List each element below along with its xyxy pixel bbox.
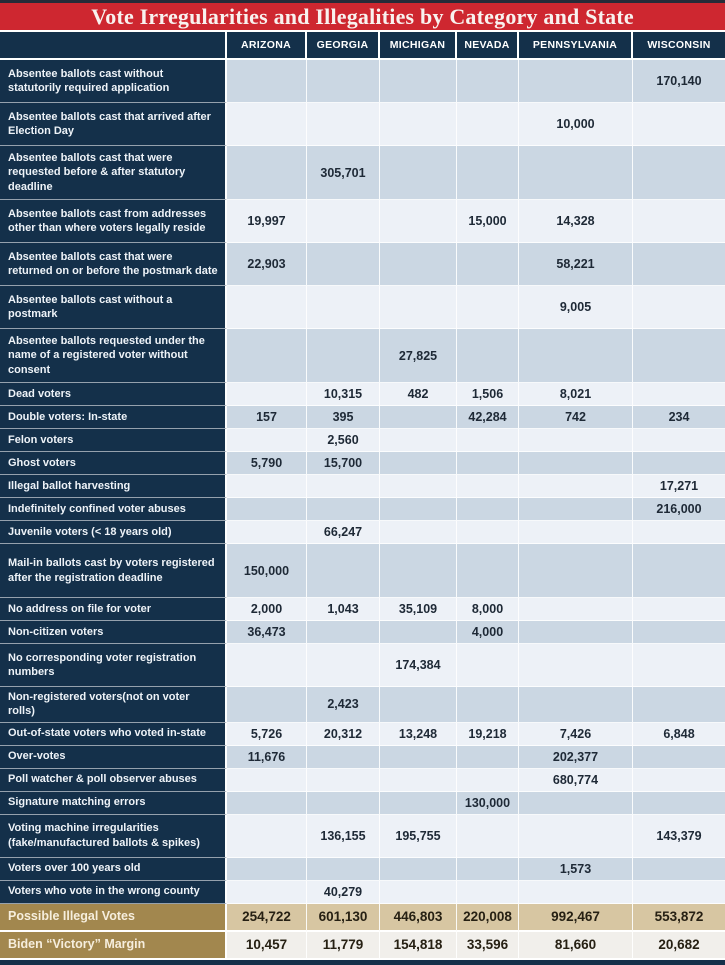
row-label: No corresponding voter registration numbers xyxy=(0,644,227,687)
value-cell xyxy=(307,329,380,383)
value-cell xyxy=(633,544,725,598)
value-cell xyxy=(307,858,380,881)
value-cell xyxy=(457,644,519,687)
corner-cell xyxy=(0,32,227,60)
value-cell: 11,676 xyxy=(227,746,307,769)
row-label: Ghost voters xyxy=(0,452,227,475)
row-label: Dead voters xyxy=(0,383,227,406)
value-cell: 1,573 xyxy=(519,858,633,881)
table-row xyxy=(0,146,725,200)
value-cell xyxy=(633,621,725,644)
value-cell xyxy=(227,687,307,723)
value-cell xyxy=(380,687,457,723)
value-cell xyxy=(227,429,307,452)
value-cell: 150,000 xyxy=(227,544,307,598)
table-row xyxy=(0,621,725,644)
value-cell xyxy=(380,769,457,792)
value-cell xyxy=(519,687,633,723)
value-cell xyxy=(227,858,307,881)
value-cell xyxy=(307,60,380,103)
table-row xyxy=(0,881,725,904)
value-cell: 154,818 xyxy=(380,932,457,960)
row-label: Voters who vote in the wrong county xyxy=(0,881,227,904)
value-cell xyxy=(227,329,307,383)
value-cell: 66,247 xyxy=(307,521,380,544)
value-cell: 482 xyxy=(380,383,457,406)
value-cell xyxy=(519,521,633,544)
value-cell: 58,221 xyxy=(519,243,633,286)
value-cell: 22,903 xyxy=(227,243,307,286)
table-row xyxy=(0,243,725,286)
value-cell: 7,426 xyxy=(519,723,633,746)
value-cell xyxy=(380,498,457,521)
value-cell: 5,790 xyxy=(227,452,307,475)
value-cell: 10,000 xyxy=(519,103,633,146)
value-cell: 553,872 xyxy=(633,904,725,932)
value-cell: 216,000 xyxy=(633,498,725,521)
value-cell: 136,155 xyxy=(307,815,380,858)
row-label: Mail-in ballots cast by voters registered after the registration deadline xyxy=(0,544,227,598)
value-cell: 1,043 xyxy=(307,598,380,621)
value-cell xyxy=(380,621,457,644)
table-row xyxy=(0,687,725,723)
value-cell xyxy=(457,858,519,881)
value-cell xyxy=(633,792,725,815)
value-cell: 254,722 xyxy=(227,904,307,932)
row-label: Juvenile voters (< 18 years old) xyxy=(0,521,227,544)
value-cell xyxy=(633,286,725,329)
row-label: Out-of-state voters who voted in-state xyxy=(0,723,227,746)
value-cell xyxy=(380,881,457,904)
value-cell: 27,825 xyxy=(380,329,457,383)
value-cell xyxy=(633,858,725,881)
value-cell xyxy=(519,544,633,598)
value-cell: 33,596 xyxy=(457,932,519,960)
table-row xyxy=(0,406,725,429)
table-row xyxy=(0,286,725,329)
value-cell xyxy=(519,498,633,521)
row-label: No address on file for voter xyxy=(0,598,227,621)
value-cell xyxy=(633,452,725,475)
row-label: Non-registered voters(not on voter rolls) xyxy=(0,687,227,723)
value-cell xyxy=(227,60,307,103)
table-row xyxy=(0,769,725,792)
value-cell xyxy=(307,103,380,146)
value-cell xyxy=(633,881,725,904)
value-cell: 130,000 xyxy=(457,792,519,815)
column-header-pennsylvania: PENNSYLVANIA xyxy=(519,32,633,60)
value-cell xyxy=(380,792,457,815)
value-cell xyxy=(380,146,457,200)
value-cell xyxy=(227,383,307,406)
table-row xyxy=(0,746,725,769)
header-row xyxy=(0,32,725,60)
value-cell xyxy=(380,429,457,452)
value-cell: 742 xyxy=(519,406,633,429)
value-cell: 680,774 xyxy=(519,769,633,792)
value-cell xyxy=(457,243,519,286)
value-cell xyxy=(633,687,725,723)
value-cell xyxy=(457,687,519,723)
value-cell: 6,848 xyxy=(633,723,725,746)
value-cell: 9,005 xyxy=(519,286,633,329)
value-cell: 5,726 xyxy=(227,723,307,746)
value-cell xyxy=(519,881,633,904)
value-cell xyxy=(633,644,725,687)
value-cell xyxy=(457,815,519,858)
value-cell: 2,000 xyxy=(227,598,307,621)
table-row xyxy=(0,103,725,146)
value-cell xyxy=(519,621,633,644)
row-label: Poll watcher & poll observer abuses xyxy=(0,769,227,792)
value-cell: 14,328 xyxy=(519,200,633,243)
value-cell: 143,379 xyxy=(633,815,725,858)
value-cell: 19,997 xyxy=(227,200,307,243)
table-row xyxy=(0,383,725,406)
value-cell xyxy=(457,769,519,792)
table-body xyxy=(0,60,725,960)
value-cell: 157 xyxy=(227,406,307,429)
value-cell xyxy=(380,286,457,329)
value-cell xyxy=(227,498,307,521)
column-header-michigan: MICHIGAN xyxy=(380,32,457,60)
row-label: Double voters: In-state xyxy=(0,406,227,429)
value-cell: 35,109 xyxy=(380,598,457,621)
row-label: Absentee ballots cast that arrived after Election Day xyxy=(0,103,227,146)
value-cell xyxy=(307,286,380,329)
value-cell: 13,248 xyxy=(380,723,457,746)
value-cell xyxy=(633,103,725,146)
row-label: Indefinitely confined voter abuses xyxy=(0,498,227,521)
value-cell: 15,700 xyxy=(307,452,380,475)
value-cell: 19,218 xyxy=(457,723,519,746)
row-label: Absentee ballots cast without a postmark xyxy=(0,286,227,329)
value-cell xyxy=(380,544,457,598)
value-cell xyxy=(633,329,725,383)
table-row xyxy=(0,544,725,598)
value-cell: 170,140 xyxy=(633,60,725,103)
value-cell xyxy=(307,544,380,598)
row-label: Absentee ballots requested under the name of a registered voter without consent xyxy=(0,329,227,383)
row-label: Absentee ballots cast from addresses other than where voters legally reside xyxy=(0,200,227,243)
value-cell xyxy=(307,475,380,498)
value-cell: 10,457 xyxy=(227,932,307,960)
value-cell: 40,279 xyxy=(307,881,380,904)
value-cell: 42,284 xyxy=(457,406,519,429)
value-cell xyxy=(380,406,457,429)
value-cell xyxy=(457,329,519,383)
value-cell xyxy=(633,200,725,243)
row-label: Over-votes xyxy=(0,746,227,769)
value-cell xyxy=(457,452,519,475)
row-label: Absentee ballots cast without statutorily required application xyxy=(0,60,227,103)
value-cell xyxy=(307,200,380,243)
value-cell xyxy=(457,521,519,544)
value-cell xyxy=(457,544,519,598)
value-cell xyxy=(307,243,380,286)
value-cell: 446,803 xyxy=(380,904,457,932)
value-cell: 305,701 xyxy=(307,146,380,200)
value-cell xyxy=(457,60,519,103)
value-cell: 1,506 xyxy=(457,383,519,406)
value-cell xyxy=(633,243,725,286)
value-cell xyxy=(227,103,307,146)
value-cell: 234 xyxy=(633,406,725,429)
value-cell: 8,021 xyxy=(519,383,633,406)
value-cell xyxy=(227,881,307,904)
value-cell xyxy=(519,644,633,687)
value-cell xyxy=(457,475,519,498)
value-cell xyxy=(633,383,725,406)
value-cell: 15,000 xyxy=(457,200,519,243)
value-cell xyxy=(457,146,519,200)
row-label: Absentee ballots cast that were returned on or before the postmark date xyxy=(0,243,227,286)
value-cell xyxy=(519,475,633,498)
value-cell xyxy=(307,621,380,644)
value-cell xyxy=(307,498,380,521)
value-cell xyxy=(633,146,725,200)
table-row xyxy=(0,723,725,746)
value-cell: 220,008 xyxy=(457,904,519,932)
value-cell xyxy=(227,769,307,792)
margin-row xyxy=(0,932,725,960)
value-cell xyxy=(307,644,380,687)
value-cell: 81,660 xyxy=(519,932,633,960)
value-cell xyxy=(227,521,307,544)
value-cell: 174,384 xyxy=(380,644,457,687)
value-cell: 20,682 xyxy=(633,932,725,960)
value-cell xyxy=(519,429,633,452)
table-row xyxy=(0,858,725,881)
value-cell xyxy=(519,452,633,475)
value-cell: 202,377 xyxy=(519,746,633,769)
value-cell xyxy=(380,243,457,286)
value-cell: 2,560 xyxy=(307,429,380,452)
value-cell xyxy=(457,103,519,146)
value-cell xyxy=(227,792,307,815)
table-row xyxy=(0,452,725,475)
value-cell xyxy=(307,769,380,792)
value-cell: 4,000 xyxy=(457,621,519,644)
table-row xyxy=(0,521,725,544)
table-row xyxy=(0,498,725,521)
bottom-border xyxy=(0,960,725,965)
value-cell xyxy=(633,769,725,792)
value-cell xyxy=(519,60,633,103)
value-cell xyxy=(380,60,457,103)
value-cell: 395 xyxy=(307,406,380,429)
value-cell xyxy=(227,815,307,858)
table-row xyxy=(0,329,725,383)
table-row xyxy=(0,598,725,621)
table-row xyxy=(0,429,725,452)
row-label: Signature matching errors xyxy=(0,792,227,815)
value-cell xyxy=(227,286,307,329)
table-header xyxy=(0,32,725,60)
value-cell xyxy=(380,858,457,881)
value-cell xyxy=(457,881,519,904)
value-cell xyxy=(457,429,519,452)
value-cell xyxy=(380,475,457,498)
data-table xyxy=(0,32,725,960)
column-header-wisconsin: WISCONSIN xyxy=(633,32,725,60)
row-label: Absentee ballots cast that were requested before & after statutory deadline xyxy=(0,146,227,200)
value-cell xyxy=(380,521,457,544)
value-cell xyxy=(519,146,633,200)
table-row xyxy=(0,815,725,858)
value-cell: 992,467 xyxy=(519,904,633,932)
value-cell xyxy=(380,746,457,769)
value-cell xyxy=(519,815,633,858)
table-row xyxy=(0,200,725,243)
value-cell xyxy=(380,103,457,146)
value-cell xyxy=(519,598,633,621)
value-cell xyxy=(519,329,633,383)
value-cell: 8,000 xyxy=(457,598,519,621)
value-cell xyxy=(380,452,457,475)
row-label: Voters over 100 years old xyxy=(0,858,227,881)
value-cell xyxy=(633,746,725,769)
row-label: Non-citizen voters xyxy=(0,621,227,644)
value-cell xyxy=(457,746,519,769)
value-cell xyxy=(633,429,725,452)
value-cell xyxy=(519,792,633,815)
value-cell: 20,312 xyxy=(307,723,380,746)
row-label: Possible Illegal Votes xyxy=(0,904,227,932)
table-row xyxy=(0,475,725,498)
page-title: Vote Irregularities and Illegalities by Category and State xyxy=(0,0,725,30)
value-cell xyxy=(633,598,725,621)
row-label: Felon voters xyxy=(0,429,227,452)
row-label: Biden “Victory” Margin xyxy=(0,932,227,960)
row-label: Voting machine irregularities (fake/manufactured ballots & spikes) xyxy=(0,815,227,858)
value-cell: 195,755 xyxy=(380,815,457,858)
column-header-georgia: GEORGIA xyxy=(307,32,380,60)
value-cell: 601,130 xyxy=(307,904,380,932)
table-row xyxy=(0,60,725,103)
value-cell xyxy=(307,746,380,769)
value-cell xyxy=(457,286,519,329)
row-label: Illegal ballot harvesting xyxy=(0,475,227,498)
value-cell xyxy=(307,792,380,815)
column-header-nevada: NEVADA xyxy=(457,32,519,60)
value-cell: 11,779 xyxy=(307,932,380,960)
value-cell: 10,315 xyxy=(307,383,380,406)
column-header-arizona: ARIZONA xyxy=(227,32,307,60)
value-cell xyxy=(227,644,307,687)
value-cell xyxy=(227,146,307,200)
table-row xyxy=(0,792,725,815)
table-row xyxy=(0,644,725,687)
value-cell xyxy=(457,498,519,521)
value-cell: 2,423 xyxy=(307,687,380,723)
value-cell: 17,271 xyxy=(633,475,725,498)
value-cell: 36,473 xyxy=(227,621,307,644)
total-row xyxy=(0,904,725,932)
value-cell xyxy=(633,521,725,544)
value-cell xyxy=(380,200,457,243)
value-cell xyxy=(227,475,307,498)
